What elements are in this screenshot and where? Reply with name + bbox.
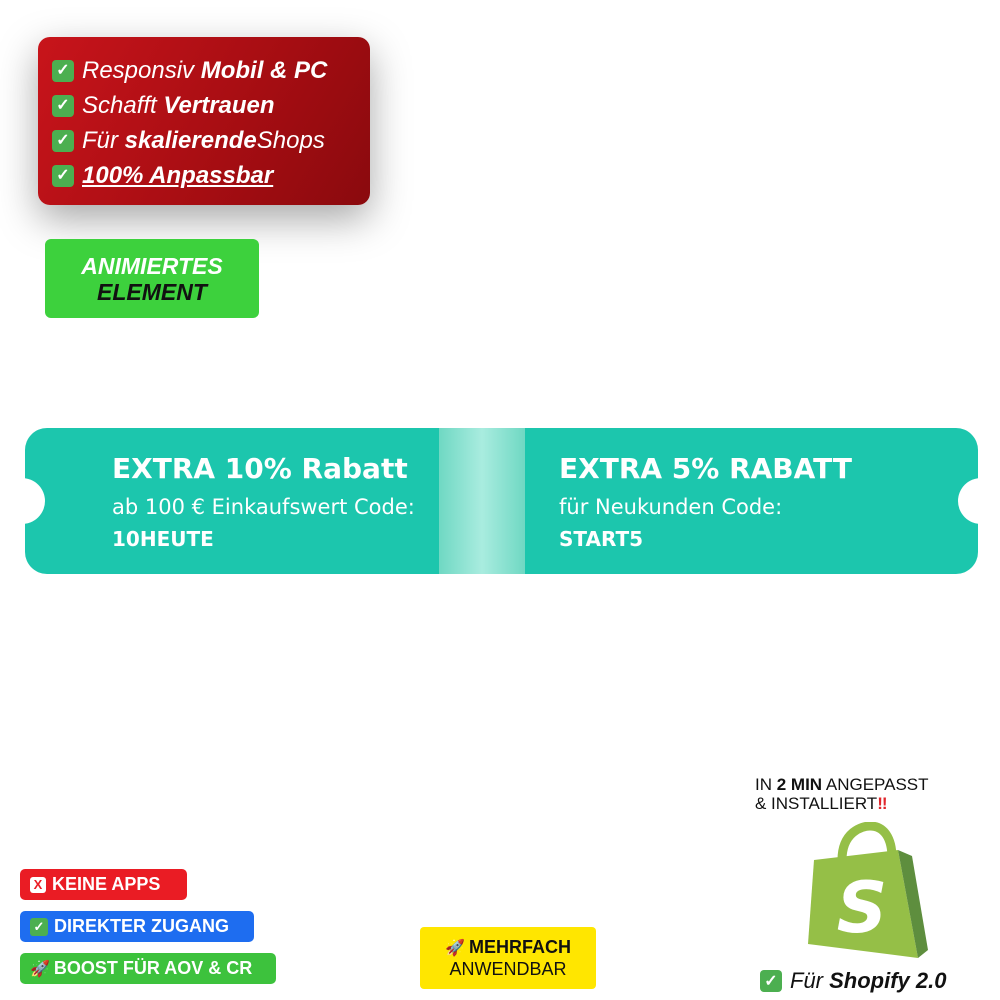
rocket-icon: 🚀 bbox=[445, 939, 465, 957]
features-box bbox=[38, 37, 370, 205]
install-note-post: ANGEPASST bbox=[822, 775, 929, 794]
feature-underlined: 100% Anpassbar bbox=[82, 162, 274, 189]
check-icon: ✓ bbox=[30, 918, 48, 936]
install-note-line-2: & INSTALLIERT bbox=[755, 794, 878, 813]
check-icon: ✓ bbox=[52, 165, 74, 187]
x-icon: X bbox=[30, 877, 46, 893]
feature-item bbox=[52, 88, 356, 123]
pill-label: KEINE APPS bbox=[52, 874, 161, 894]
feature-bold: skalierende bbox=[124, 127, 257, 154]
coupon-code[interactable]: START5 bbox=[559, 527, 644, 551]
coupon-title: EXTRA 5% RABATT bbox=[559, 452, 852, 485]
check-icon: ✓ bbox=[52, 60, 74, 82]
install-note bbox=[755, 775, 929, 813]
coupon-5-percent[interactable] bbox=[559, 450, 852, 554]
install-note-pre: IN bbox=[755, 775, 777, 794]
shopify-logo-letter: S bbox=[836, 867, 888, 949]
animated-element-badge bbox=[45, 239, 259, 318]
shopify-caption-bold: Shopify 2.0 bbox=[829, 968, 947, 993]
ticket-notch-left bbox=[25, 478, 45, 524]
feature-bold: Vertrauen bbox=[163, 92, 275, 119]
ticket-notch-right bbox=[958, 478, 978, 524]
badge-line-2: ELEMENT bbox=[97, 278, 207, 305]
feature-text: Shops bbox=[256, 127, 325, 154]
coupon-description: für Neukunden Code: bbox=[559, 495, 783, 519]
coupon-code[interactable]: 10HEUTE bbox=[112, 527, 214, 551]
coupon-description: ab 100 € Einkaufswert Code: bbox=[112, 495, 415, 519]
no-apps-pill bbox=[20, 869, 187, 900]
feature-text: Für bbox=[82, 127, 118, 154]
coupon-divider bbox=[439, 428, 525, 574]
coupon-title: EXTRA 10% Rabatt bbox=[112, 452, 408, 485]
rocket-icon: 🚀 bbox=[30, 960, 50, 978]
direct-access-pill bbox=[20, 911, 254, 942]
pill-label: DIREKTER ZUGANG bbox=[54, 916, 229, 936]
feature-text: Responsiv bbox=[82, 57, 195, 84]
badge-line-1: MEHRFACH bbox=[468, 936, 571, 957]
multi-use-badge bbox=[420, 927, 596, 989]
feature-item bbox=[52, 123, 356, 158]
pill-label: BOOST FÜR AOV & CR bbox=[53, 958, 253, 978]
double-exclamation-icon: ‼ bbox=[877, 794, 888, 813]
check-icon: ✓ bbox=[52, 130, 74, 152]
feature-bold: Mobil & PC bbox=[200, 57, 328, 84]
feature-item bbox=[52, 158, 356, 193]
coupon-10-percent[interactable] bbox=[112, 450, 415, 554]
check-icon: ✓ bbox=[760, 970, 782, 992]
feature-item bbox=[52, 53, 356, 88]
check-icon: ✓ bbox=[52, 95, 74, 117]
badge-line-1: ANIMIERTES bbox=[81, 252, 223, 279]
shopify-caption-pre: Für bbox=[790, 968, 823, 993]
shopify-bag-icon bbox=[800, 822, 935, 962]
coupon-bar bbox=[25, 428, 978, 574]
shopify-caption bbox=[760, 968, 946, 994]
install-note-bold: 2 MIN bbox=[776, 775, 823, 794]
boost-pill bbox=[20, 953, 276, 984]
badge-line-2: ANWENDBAR bbox=[449, 958, 567, 979]
feature-text: Schafft bbox=[82, 92, 157, 119]
